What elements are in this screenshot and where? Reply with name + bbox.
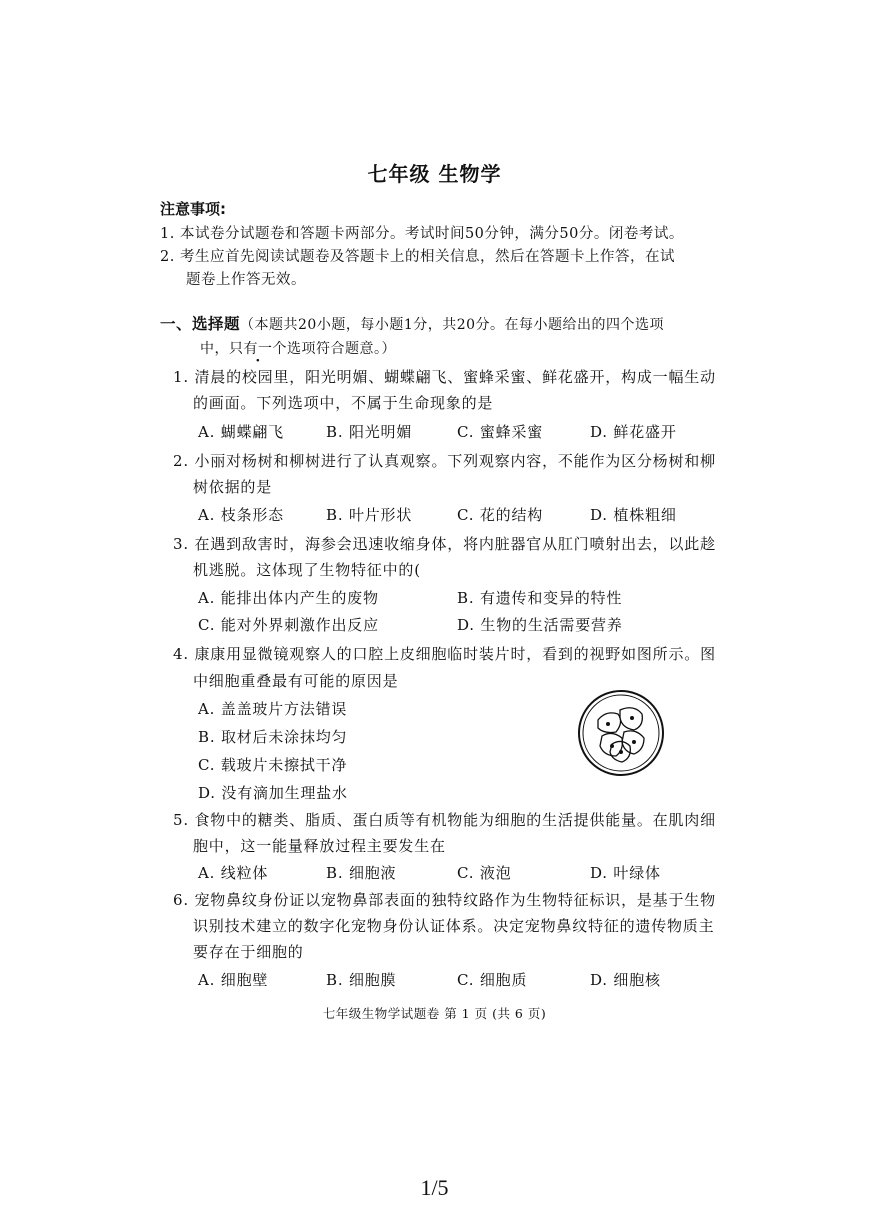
notice-heading: 注意事项:	[160, 200, 226, 218]
section-header	[160, 312, 664, 334]
question-3-line: 3. 在遇到敌害时，海参会迅速收缩身体，将内脏器官从肛门喷射出去，以此趁	[173, 535, 716, 553]
option-6c: C. 细胞质	[457, 971, 528, 989]
notice-item: 题卷上作答无效。	[186, 272, 306, 288]
option-6b: B. 细胞膜	[326, 971, 397, 989]
option-4d: D. 没有滴加生理盐水	[198, 784, 348, 802]
option-5c: C. 液泡	[457, 864, 512, 882]
option-4a: A. 盖盖玻片方法错误	[198, 700, 348, 718]
notice-item: 1. 本试卷分试题卷和答题卡两部分。考试时间50分钟，满分50分。闭卷考试。	[160, 226, 684, 242]
option-6d: D. 细胞核	[590, 971, 661, 989]
option-5d: D. 叶绿体	[590, 864, 661, 882]
option-2a: A. 枝条形态	[198, 506, 284, 524]
option-2d: D. 植株粗细	[590, 506, 677, 524]
question-2-line: 树依据的是	[193, 478, 273, 496]
question-6-line: 识别技术建立的数字化宠物身份认证体系。决定宠物鼻纹特征的遗传物质主	[193, 917, 715, 935]
section-note-part: 中，	[200, 341, 229, 357]
option-1a: A. 蝴蝶翩飞	[198, 423, 284, 441]
question-1-line: 1. 清晨的校园里，阳光明媚、蝴蝶翩飞、蜜蜂采蜜、鲜花盛开，构成一幅生动	[173, 368, 716, 386]
option-3d: D. 生物的生活需要营养	[457, 616, 623, 634]
question-3-line: 机逃脱。这体现了生物特征中的(	[193, 561, 421, 579]
option-4c: C. 载玻片未擦拭干净	[198, 756, 348, 774]
option-1c: C. 蜜蜂采蜜	[457, 423, 544, 441]
question-5-line: 胞中，这一能量释放过程主要发生在	[193, 837, 446, 855]
section-note-part: 选项符合题意。）	[287, 341, 396, 357]
option-2b: B. 叶片形状	[326, 506, 413, 524]
option-5b: B. 细胞液	[326, 864, 397, 882]
option-1d: D. 鲜花盛开	[590, 423, 677, 441]
option-4b: B. 取材后未涂抹均匀	[198, 728, 348, 746]
microscope-field-diagram	[576, 688, 666, 778]
page-number: 1/5	[420, 1175, 449, 1200]
option-6a: A. 细胞壁	[198, 971, 269, 989]
section-title: 一、选择题	[160, 315, 241, 333]
question-6-line: 6. 宠物鼻纹身份证以宠物鼻部表面的独特纹路作为生物特征标识，是基于生物	[173, 891, 716, 909]
option-3b: B. 有遗传和变异的特性	[457, 589, 623, 607]
question-5-line: 5. 食物中的糖类、脂质、蛋白质等有机物能为细胞的生活提供能量。在肌肉细	[173, 811, 716, 829]
question-4-line: 4. 康康用显微镜观察人的口腔上皮细胞临时装片时，看到的视野如图所示。图	[173, 645, 716, 663]
section-note-line2	[200, 338, 396, 358]
emphasis-text: 只有一个	[229, 341, 287, 357]
question-4-line: 中细胞重叠最有可能的原因是	[193, 672, 399, 690]
question-1-line: 的画面。下列选项中，不属于生命现象的是	[193, 394, 494, 412]
page-title: 七年级 生物学	[367, 162, 502, 186]
notice-item: 2. 考生应首先阅读试题卷及答题卡上的相关信息，然后在答题卡上作答，在试	[160, 249, 675, 265]
option-2c: C. 花的结构	[457, 506, 544, 524]
option-3c: C. 能对外界刺激作出反应	[198, 616, 379, 634]
section-note: （本题共20小题，每小题1分，共20分。在每小题给出的四个选项	[240, 317, 665, 333]
page-footer: 七年级生物学试题卷 第 1 页 (共 6 页)	[322, 1006, 547, 1021]
option-3a: A. 能排出体内产生的废物	[198, 589, 379, 607]
question-2-line: 2. 小丽对杨树和柳树进行了认真观察。下列观察内容，不能作为区分杨树和柳	[173, 452, 716, 470]
option-5a: A. 线粒体	[198, 864, 269, 882]
option-1b: B. 阳光明媚	[326, 423, 413, 441]
question-6-line: 要存在于细胞的	[193, 943, 304, 961]
